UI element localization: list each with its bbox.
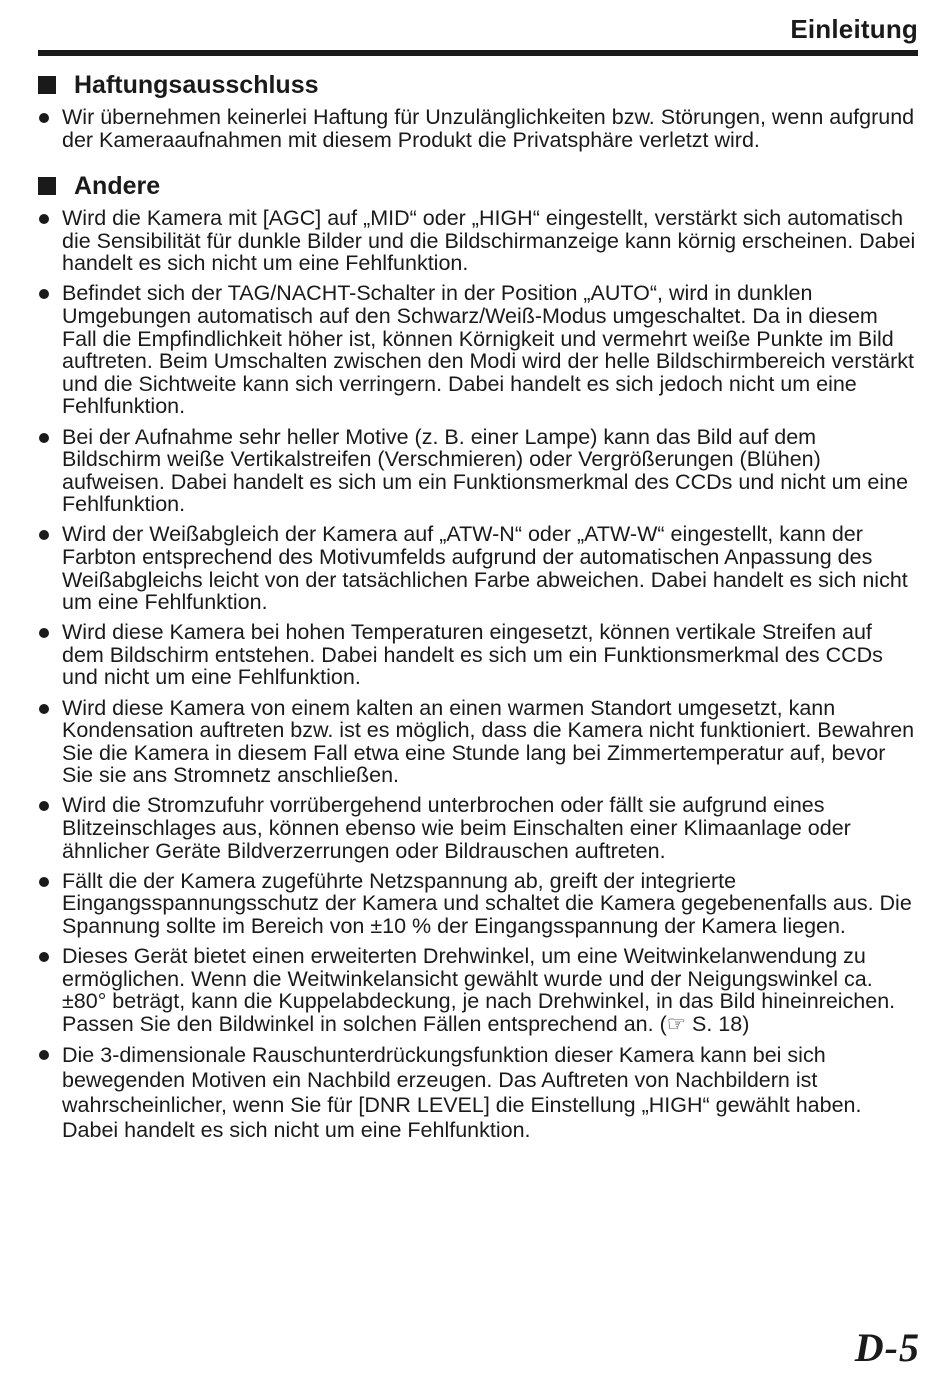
page-number: D-5 (854, 1325, 920, 1370)
list-item (38, 207, 918, 275)
page-header-title: Einleitung (790, 14, 918, 44)
section-disclaimer (38, 68, 918, 151)
list-item-text: Wird der Weißabgleich der Kamera auf „ATW-N“ oder „ATW-W“ eingestellt, kann der Farbton entsprechend des Motivumfelds aufgrund der automatischen Anpassung des Weißabgleichs leicht von der tatsächlichen Farbe abweichen. Dabei handelt es sich nicht um eine Fehlfunktion. (62, 522, 908, 615)
list-item (38, 282, 918, 418)
bullet-dot-icon (39, 704, 49, 714)
list-item-text: Wird die Stromzufuhr vorrübergehend unterbrochen oder fällt sie aufgrund eines Blitzeinschlages aus, können ebenso wie beim Einschalten einer Klimaanlage oder ähnlicher Geräte Bildverzerrungen oder Bildrauschen auftreten. (62, 793, 851, 863)
list-item-text: Wird die Kamera mit [AGC] auf „MID“ oder „HIGH“ eingestellt, verstärkt sich automatisch die Sensibilität für dunkle Bilder und die Bildschirmanzeige kann körnig erscheinen. Dabei handelt es sich nicht um eine Fehlfunktion. (62, 206, 916, 276)
section-heading (38, 68, 918, 102)
list-item-text: Fällt die der Kamera zugeführte Netzspannung ab, greift der integrierte Eingangsspannungsschutz der Kamera und schaltet die Kamera gegebenenfalls aus. Die Spannung sollte im Bereich von ±10 % der Eingangsspannung der Kamera liegen. (62, 868, 912, 938)
list-item-text: Dieses Gerät bietet einen erweiterten Drehwinkel, um eine Weitwinkelanwendung zu ermöglichen. Wenn die Weitwinkelansicht gewählt wurde und der Neigungswinkel ca. ±80° beträgt, kann die Kuppelabdeckung, je nach Drehwinkel, in das Bild hineinreichen. Passen Sie den Bildwinkel in solchen Fällen entsprechend an. (☞ S. 18) (62, 944, 896, 1036)
list-item-text: Wird diese Kamera von einem kalten an einen warmen Standort umgesetzt, kann Kondensation auftreten bzw. ist es möglich, dass die Kamera nicht funktioniert. Bewahren Sie die Kamera in diesem Fall etwa eine Stunde lang bei Zimmertemperatur auf, bevor Sie sie ans Stromnetz anschließen. (62, 695, 915, 788)
bullet-dot-icon (39, 214, 49, 224)
bullet-dot-icon (39, 801, 49, 811)
bullet-dot-icon (39, 433, 49, 443)
bullet-dot-icon (39, 113, 49, 123)
bullet-list (38, 207, 918, 1143)
header-divider (38, 50, 918, 56)
list-item (38, 426, 918, 516)
page-content (38, 68, 918, 1150)
section-heading-text: Haftungsausschluss (74, 70, 319, 99)
bullet-list (38, 106, 918, 151)
list-item-text: Die 3-dimensionale Rauschunterdrückungsfunktion dieser Kamera kann bei sich bewegenden Motiven ein Nachbild erzeugen. Das Auftreten von Nachbildern ist wahrscheinlicher, wenn Sie für [DNR LEVEL] die Einstellung „HIGH“ gewählt haben. Dabei handelt es sich nicht um eine Fehlfunktion. (62, 1042, 862, 1142)
list-item-text: Bei der Aufnahme sehr heller Motive (z. B. einer Lampe) kann das Bild auf dem Bildschirm weiße Vertikalstreifen (Verschmieren) oder Vergrößerungen (Blühen) aufweisen. Dabei handelt es sich um ein Funktionsmerkmal des CCDs und nicht um eine Fehlfunktion. (62, 424, 909, 517)
bullet-dot-icon (39, 952, 49, 962)
list-item (38, 945, 918, 1035)
section-heading (38, 169, 918, 203)
square-bullet-icon (38, 76, 56, 94)
square-bullet-icon (38, 177, 56, 195)
list-item (38, 106, 918, 151)
bullet-dot-icon (39, 877, 49, 887)
list-item (38, 697, 918, 787)
list-item-text: Wird diese Kamera bei hohen Temperaturen eingesetzt, können vertikale Streifen auf dem Bildschirm entstehen. Dabei handelt es sich um ein Funktionsmerkmal des CCDs und nicht um eine Fehlfunktion. (62, 620, 883, 690)
list-item (38, 523, 918, 613)
section-other (38, 169, 918, 1143)
bullet-dot-icon (39, 530, 49, 540)
list-item (38, 870, 918, 938)
bullet-dot-icon (39, 1050, 49, 1060)
list-item-text: Befindet sich der TAG/NACHT-Schalter in der Position „AUTO“, wird in dunklen Umgebungen automatisch auf den Schwarz/Weiß-Modus umgeschaltet. Da in diesem Fall die Empfindlichkeit höher ist, können Körnigkeit und vermehrt weiße Punkte im Bild auftreten. Beim Umschalten zwischen den Modi wird der helle Bildschirmbereich verstärkt und die Sichtweite kann sich verringern. Dabei handelt es sich jedoch nicht um eine Fehlfunktion. (62, 281, 914, 419)
list-item-text: Wir übernehmen keinerlei Haftung für Unzulänglichkeiten bzw. Störungen, wenn aufgrund der Kameraaufnahmen mit diesem Produkt die Privatsphäre verletzt wird. (62, 105, 915, 152)
bullet-dot-icon (39, 628, 49, 638)
bullet-dot-icon (39, 289, 49, 299)
list-item (38, 621, 918, 689)
list-item (38, 1043, 918, 1143)
list-item (38, 794, 918, 862)
section-heading-text: Andere (74, 171, 161, 200)
